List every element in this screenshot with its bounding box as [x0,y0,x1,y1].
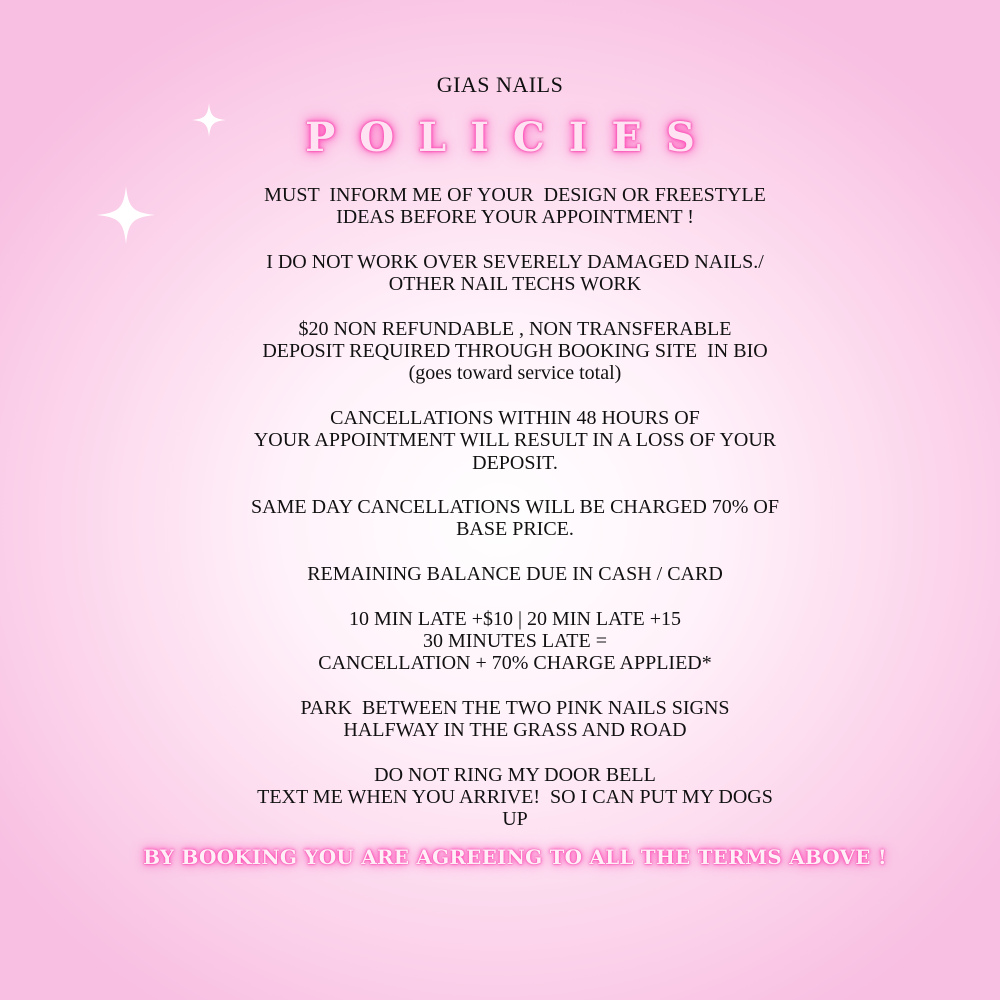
policy-line: 30 MINUTES LATE = [422,629,608,652]
policy-item [140,764,890,831]
policy-line: IDEAS BEFORE YOUR APPOINTMENT ! [336,206,694,229]
policy-line: CANCELLATION + 70% CHARGE APPLIED* [318,652,712,675]
policy-line: 10 MIN LATE +$10 | 20 MIN LATE +15 [348,607,682,630]
policy-line: YOUR APPOINTMENT WILL RESULT IN A LOSS OF YOUR [253,429,777,452]
policy-line: I DO NOT WORK OVER SEVERELY DAMAGED NAILS./ [266,250,764,273]
policy-line: DEPOSIT REQUIRED THROUGH BOOKING SITE IN BIO [262,340,768,363]
policy-item [140,563,890,585]
policy-line: SAME DAY CANCELLATIONS WILL BE CHARGED 70% OF [251,496,779,519]
policy-line: HALFWAY IN THE GRASS AND ROAD [343,719,687,742]
policy-item [140,318,890,385]
policy-line: BASE PRICE. [456,518,574,541]
policy-line: PARK BETWEEN THE TWO PINK NAILS SIGNS [300,696,730,719]
policy-line: DEPOSIT. [472,451,558,474]
policy-line: DO NOT RING MY DOOR BELL [374,763,656,786]
page-title: POLICIES [305,114,719,161]
policy-item [140,496,890,541]
policy-line: (goes toward service total) [408,362,622,385]
policy-item [140,251,890,296]
policy-line: TEXT ME WHEN YOU ARRIVE! SO I CAN PUT MY DOGS [257,786,773,809]
policy-line: REMAINING BALANCE DUE IN CASH / CARD [307,563,723,586]
policy-line: MUST INFORM ME OF YOUR DESIGN OR FREESTYLE [264,184,766,206]
policy-line: CANCELLATIONS WITHIN 48 HOURS OF [330,406,700,429]
policy-item [140,407,890,474]
policy-item [140,184,890,229]
policy-line: $20 NON REFUNDABLE , NON TRANSFERABLE [298,317,732,340]
agreement-notice: BY BOOKING YOU ARE AGREEING TO ALL THE TERMS ABOVE ! [143,845,887,869]
brand-name: GIAS NAILS [436,72,564,97]
policy-item [140,697,890,742]
policy-item [140,608,890,675]
policy-list [140,184,890,853]
policy-line: UP [502,808,528,831]
policy-line: OTHER NAIL TECHS WORK [388,273,642,296]
